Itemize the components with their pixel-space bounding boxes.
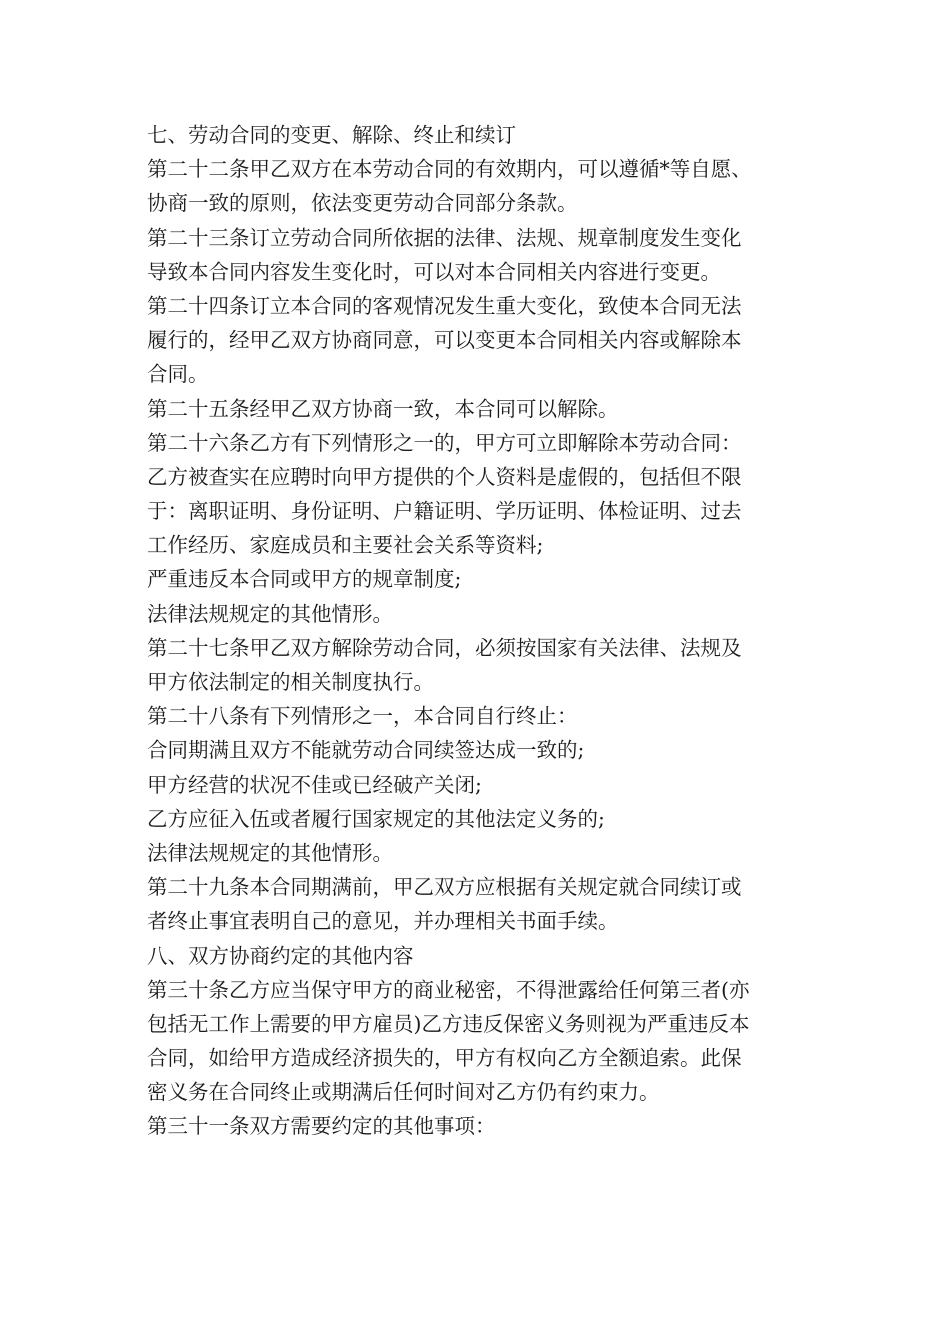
text-line: 协商一致的原则，依法变更劳动合同部分条款。 — [147, 191, 578, 216]
text-line: 甲方依法制定的相关制度执行。 — [147, 670, 434, 694]
text-line: 第二十七条甲乙双方解除劳动合同，必须按国家有关法律、法规及 — [147, 635, 742, 660]
text-line: 第三十一条双方需要约定的其他事项： — [147, 1114, 496, 1139]
text-line: 乙方应征入伍或者履行国家规定的其他法定义务的; — [147, 806, 605, 831]
section-heading-7: 七、劳动合同的变更、解除、终止和续订 — [147, 123, 516, 147]
text-line: 合同，如给甲方造成经济损失的，甲方有权向乙方全额追索。此保 — [147, 1046, 742, 1071]
text-line: 第二十三条订立劳动合同所依据的法律、法规、规章制度发生变化 — [147, 225, 742, 250]
text-line: 密义务在合同终止或期满后任何时间对乙方仍有约束力。 — [147, 1080, 660, 1105]
text-line: 乙方被查实在应聘时向甲方提供的个人资料是虚假的，包括但不限 — [147, 464, 742, 489]
text-line: 严重违反本合同或甲方的规章制度; — [147, 567, 462, 592]
text-line: 甲方经营的状况不佳或已经破产关闭; — [147, 772, 482, 797]
text-line: 第二十九条本合同期满前，甲乙双方应根据有关规定就合同续订或 — [147, 875, 742, 900]
text-line: 工作经历、家庭成员和主要社会关系等资料; — [147, 533, 544, 558]
text-line: 合同。 — [147, 362, 209, 387]
text-line: 者终止事宜表明自己的意见，并办理相关书面手续。 — [147, 909, 619, 934]
text-line: 导致本合同内容发生变化时，可以对本合同相关内容进行变更。 — [147, 259, 721, 284]
text-line: 包括无工作上需要的甲方雇员)乙方违反保密义务则视为严重违反本 — [147, 1011, 750, 1036]
text-line: 第二十二条甲乙双方在本劳动合同的有效期内，可以遵循*等自愿、 — [147, 157, 752, 182]
text-line: 于：离职证明、身份证明、户籍证明、学历证明、体检证明、过去 — [147, 499, 742, 524]
text-line: 法律法规规定的其他情形。 — [147, 601, 393, 626]
text-line: 第三十条乙方应当保守甲方的商业秘密，不得泄露给任何第三者(亦 — [147, 977, 750, 1002]
text-line: 履行的，经甲乙双方协商同意，可以变更本合同相关内容或解除本 — [147, 328, 742, 353]
text-line: 合同期满且双方不能就劳动合同续签达成一致的; — [147, 738, 585, 763]
section-heading-8: 八、双方协商约定的其他内容 — [147, 943, 414, 968]
document-body — [147, 118, 812, 1144]
text-line: 第二十五条经甲乙双方协商一致，本合同可以解除。 — [147, 396, 619, 421]
text-line: 法律法规规定的其他情形。 — [147, 840, 393, 865]
text-line: 第二十八条有下列情形之一，本合同自行终止： — [147, 704, 578, 729]
text-line: 第二十六条乙方有下列情形之一的，甲方可立即解除本劳动合同： — [147, 430, 742, 455]
text-line: 第二十四条订立本合同的客观情况发生重大变化，致使本合同无法 — [147, 293, 742, 318]
